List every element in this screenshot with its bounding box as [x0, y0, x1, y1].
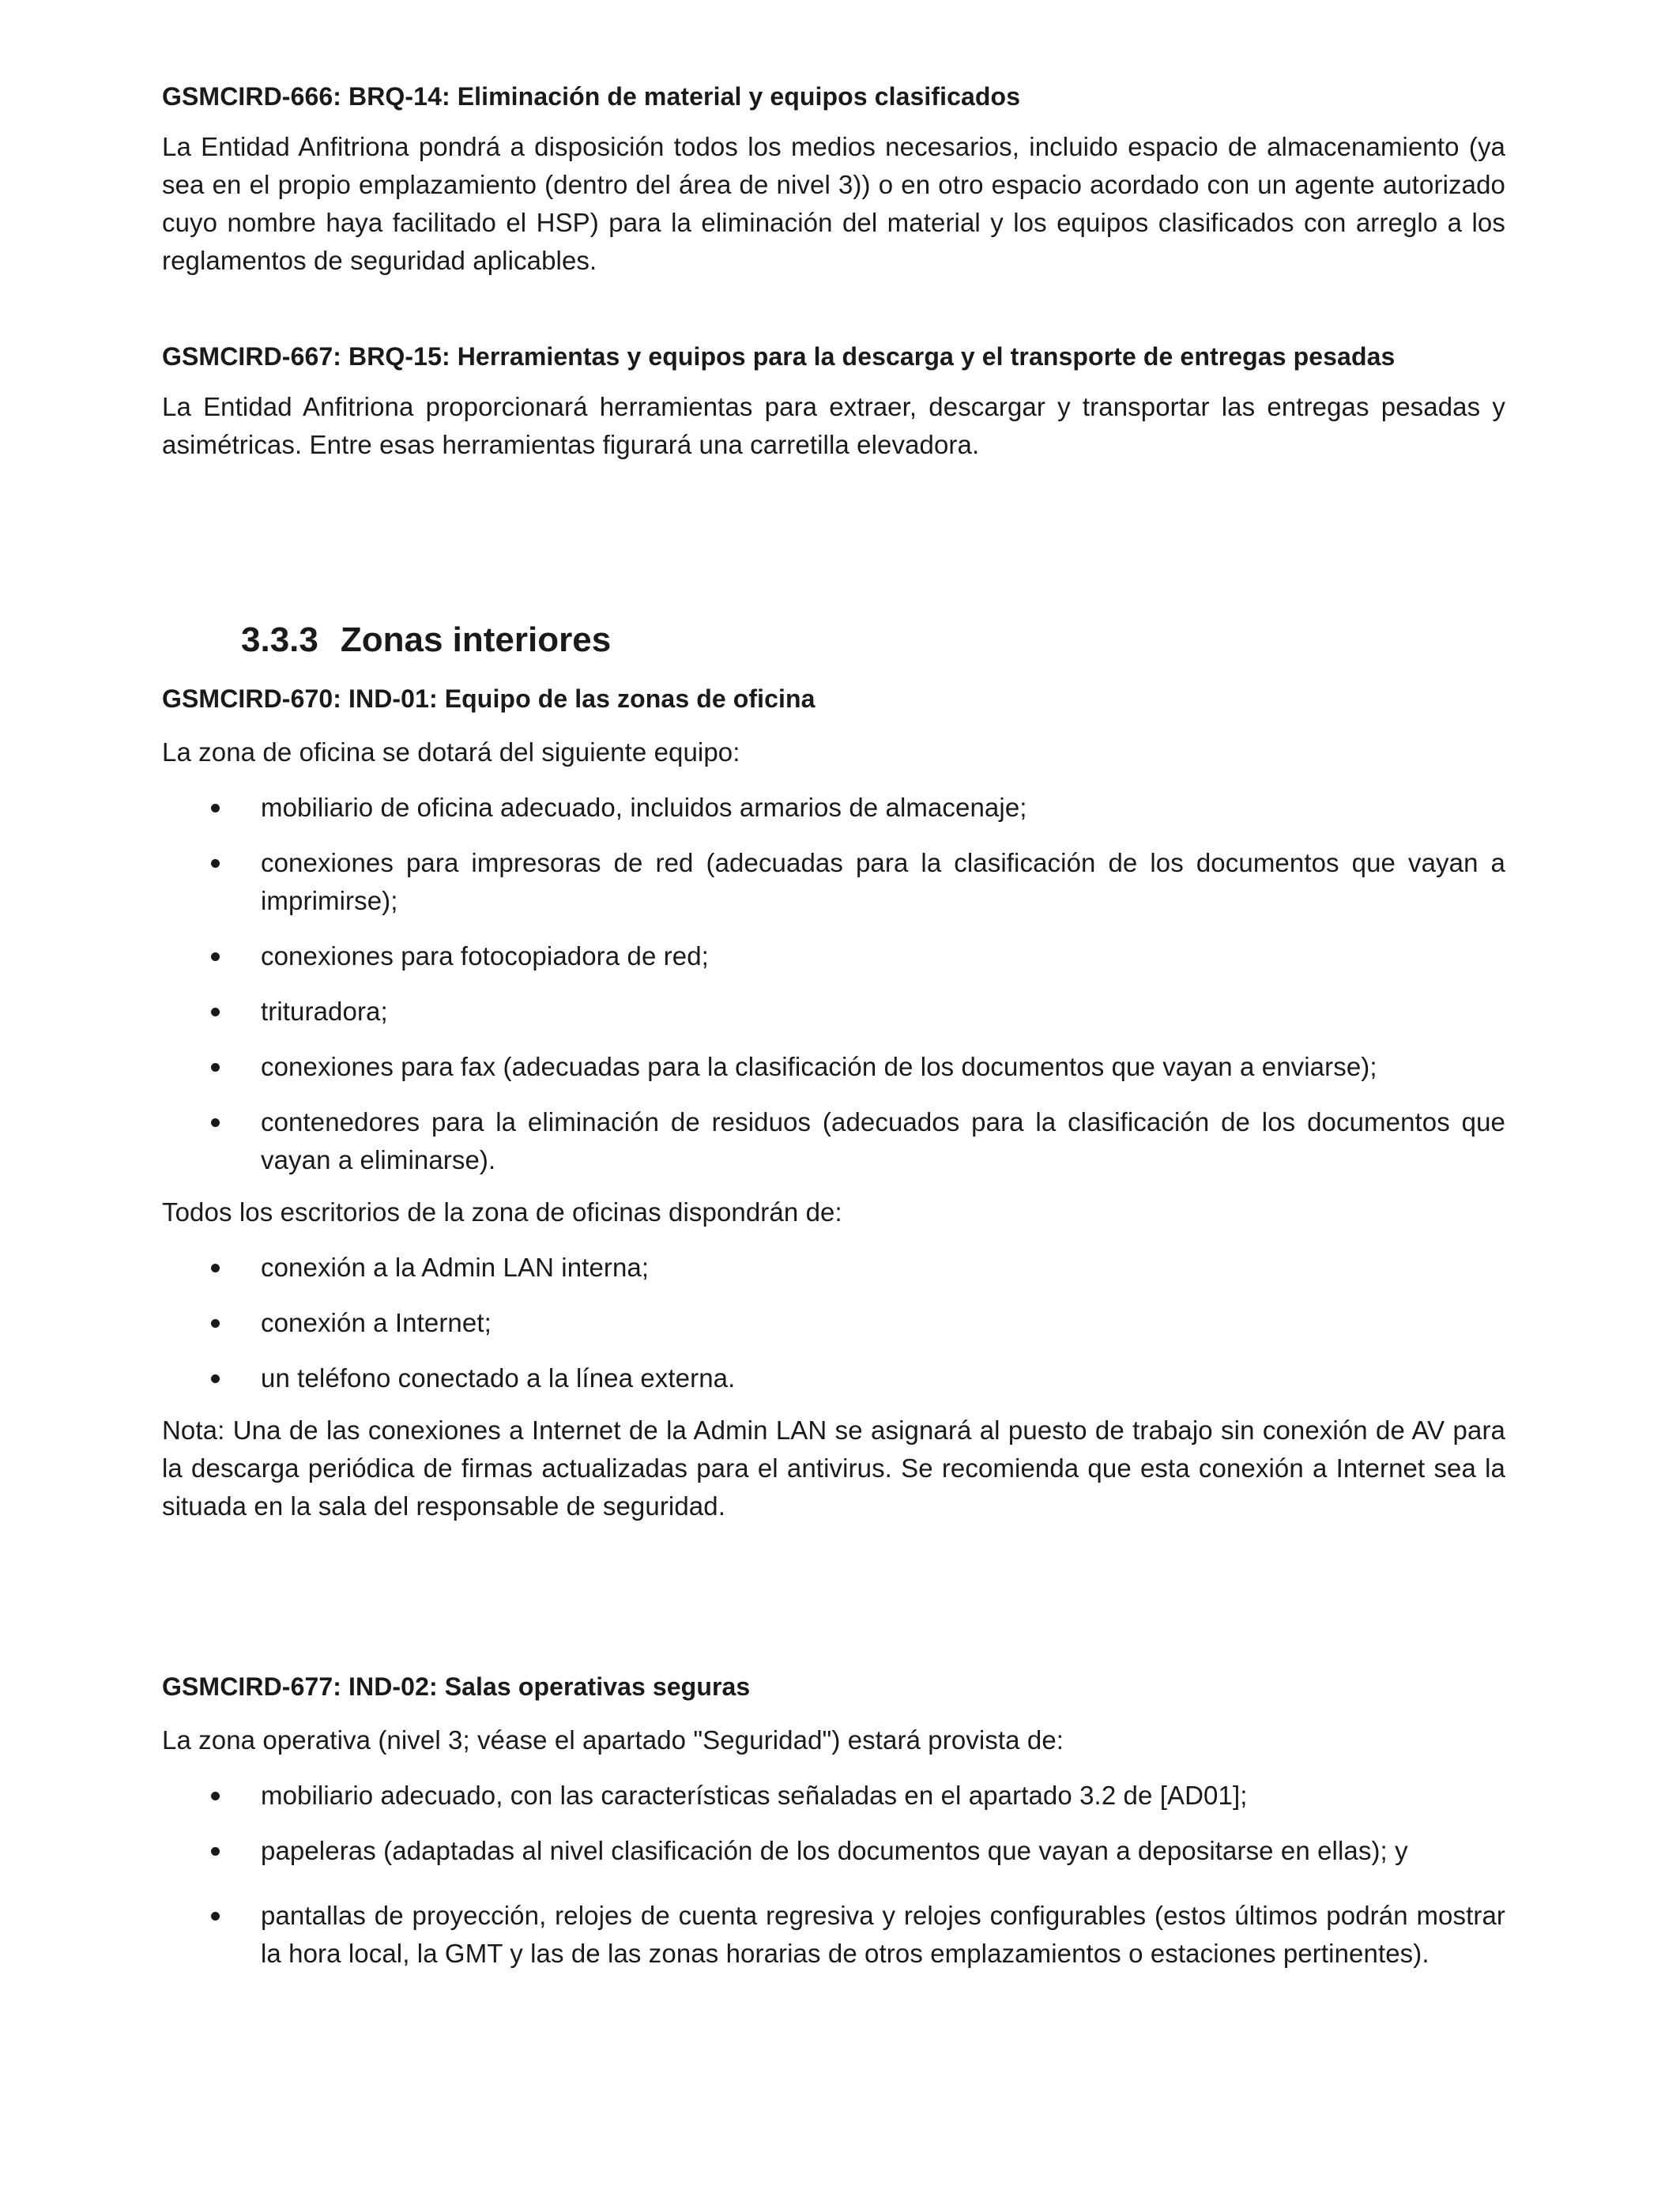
list-item: pantallas de proyección, relojes de cuenta regresiva y relojes configurables (estos últimos podrán mostrar la hora local, la GMT y las de las zonas horarias de otros emplazamientos o estaciones pertinentes). — [162, 1897, 1505, 1973]
requirement-title: GSMCIRD-666: BRQ-14: Eliminación de material y equipos clasificados — [162, 82, 1021, 111]
requirement-670 — [162, 680, 1505, 1525]
list-item: mobiliario de oficina adecuado, incluidos armarios de almacenaje; — [162, 789, 1505, 827]
bullet-icon — [211, 1008, 220, 1016]
operations-equipment-list — [162, 1777, 1505, 1973]
list-item: trituradora; — [162, 993, 1505, 1031]
list-item: papeleras (adaptadas al nivel clasificación de los documentos que vayan a depositarse en ellas); y — [162, 1832, 1505, 1870]
requirement-title: GSMCIRD-670: IND-01: Equipo de las zonas de oficina — [162, 684, 816, 713]
section-heading — [241, 616, 611, 664]
bullet-icon — [211, 952, 220, 961]
section-title: Zonas interiores — [340, 620, 612, 659]
bullet-icon — [211, 1374, 220, 1383]
requirement-intro: La zona de oficina se dotará del siguiente equipo: — [162, 737, 740, 767]
requirement-body: La Entidad Anfitriona proporcionará herramientas para extraer, descargar y transportar las entregas pesadas y asimétricas. Entre esas herramientas figurará una carretilla elevadora. — [162, 392, 1505, 459]
requirement-note: Nota: Una de las conexiones a Internet de la Admin LAN se asignará al puesto de trabajo sin conexión de AV para la descarga periódica de firmas actualizadas para el antivirus. Se recomienda que esta conexión a Internet sea la situada en la sala del responsable de seguridad. — [162, 1416, 1505, 1521]
requirement-title: GSMCIRD-677: IND-02: Salas operativas seguras — [162, 1672, 751, 1701]
requirement-body: La Entidad Anfitriona pondrá a disposición todos los medios necesarios, incluido espacio de almacenamiento (ya sea en el propio emplazamiento (dentro del área de nivel 3)) o en otro espacio acordado con un agente autorizado cuyo nombre haya facilitado el HSP) para la eliminación del material y los equipos clasificados con arreglo a los reglamentos de seguridad aplicables. — [162, 132, 1505, 275]
bullet-icon — [211, 1792, 220, 1800]
bullet-icon — [211, 859, 220, 868]
office-equipment-list — [162, 789, 1505, 1179]
list-item: contenedores para la eliminación de residuos (adecuados para la clasificación de los documentos que vayan a eliminarse). — [162, 1103, 1505, 1179]
requirement-666 — [162, 77, 1505, 280]
list-item: conexión a la Admin LAN interna; — [162, 1249, 1505, 1287]
requirement-677 — [162, 1668, 1505, 1973]
bullet-icon — [211, 1847, 220, 1856]
list-item: conexiones para fotocopiadora de red; — [162, 937, 1505, 975]
bullet-icon — [211, 1912, 220, 1921]
desk-equipment-list — [162, 1249, 1505, 1397]
requirement-intro: Todos los escritorios de la zona de oficinas dispondrán de: — [162, 1197, 842, 1227]
requirement-667 — [162, 337, 1505, 464]
bullet-icon — [211, 1264, 220, 1272]
list-item: conexiones para impresoras de red (adecuadas para la clasificación de los documentos que vayan a imprimirse); — [162, 844, 1505, 920]
list-item: un teléfono conectado a la línea externa. — [162, 1359, 1505, 1397]
bullet-icon — [211, 1319, 220, 1328]
section-number: 3.3.3 — [241, 620, 318, 659]
requirement-title: GSMCIRD-667: BRQ-15: Herramientas y equipos para la descarga y el transporte de entregas pesadas — [162, 342, 1396, 371]
list-item: mobiliario adecuado, con las características señaladas en el apartado 3.2 de [AD01]; — [162, 1777, 1505, 1815]
bullet-icon — [211, 1118, 220, 1127]
bullet-icon — [211, 1063, 220, 1072]
bullet-icon — [211, 804, 220, 812]
list-item: conexión a Internet; — [162, 1304, 1505, 1342]
requirement-intro: La zona operativa (nivel 3; véase el apartado "Seguridad") estará provista de: — [162, 1725, 1064, 1755]
list-item: conexiones para fax (adecuadas para la clasificación de los documentos que vayan a enviarse); — [162, 1048, 1505, 1086]
